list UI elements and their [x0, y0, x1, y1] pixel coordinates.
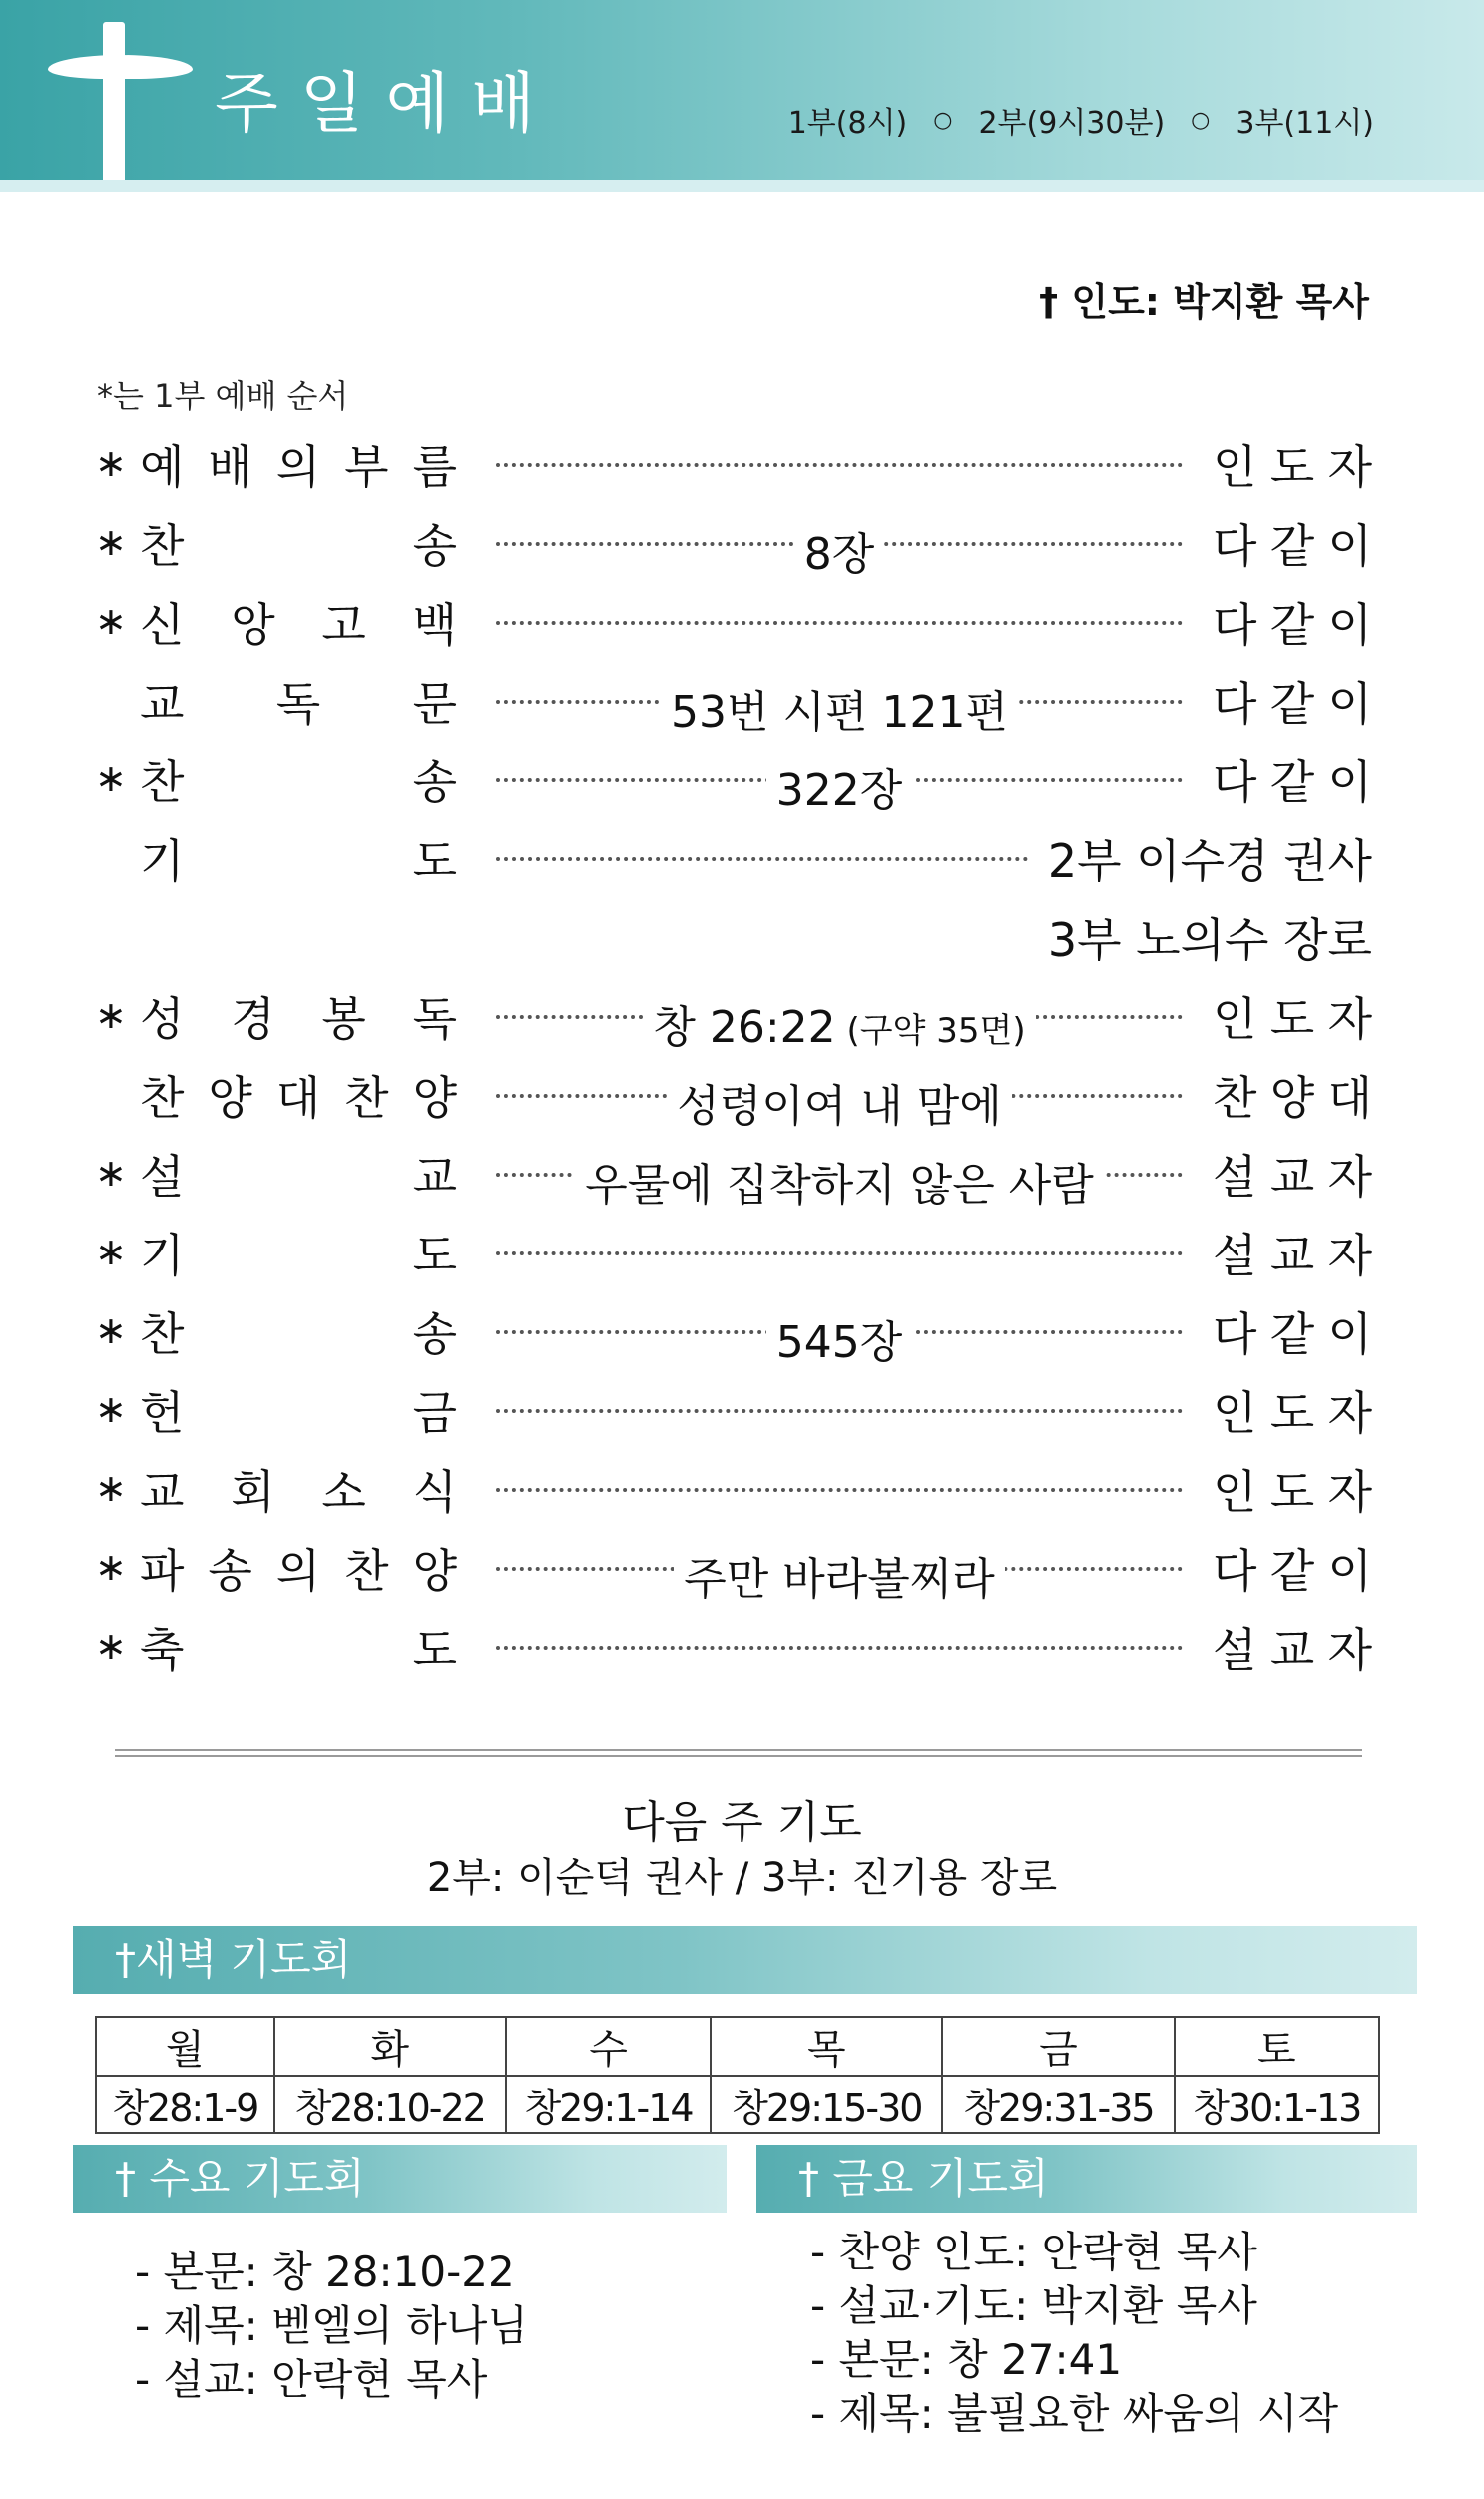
order-item-name: 찬 송 — [140, 1307, 457, 1361]
order-item-performer: 다 같 이 — [1213, 598, 1372, 652]
reading-cell: 창29:15-30 — [711, 2076, 942, 2133]
order-item-detail: 8장 — [496, 518, 1183, 582]
order-star-mark: ∗ — [95, 599, 127, 643]
order-item-performer: 설 교 자 — [1213, 1150, 1372, 1204]
order-item-performer: 인 도 자 — [1213, 440, 1372, 494]
reading-cell: 창29:31-35 — [942, 2076, 1174, 2133]
separator: ○ — [933, 107, 953, 133]
next-week-title: 다음 주 기도 — [622, 1797, 862, 1848]
order-star-mark: ∗ — [95, 1545, 127, 1589]
reading-cell: 창29:1-14 — [506, 2076, 711, 2133]
order-item-detail-note: (구약 35면) — [835, 1011, 1026, 1051]
order-row — [95, 656, 1372, 738]
order-item-name: 찬 송 — [140, 519, 457, 573]
order-item-name: 헌 금 — [140, 1386, 457, 1440]
list-item: - 본문: 창 28:10-22 — [135, 2246, 528, 2299]
order-star-mark: ∗ — [95, 1466, 127, 1510]
order-item-performer: 3부 노의수 장로 — [1047, 913, 1372, 967]
order-star-mark: ∗ — [95, 1230, 127, 1273]
list-item: - 본문: 창 27:41 — [810, 2333, 1338, 2387]
order-item-name: 예 배 의 부 름 — [140, 440, 457, 494]
order-row — [95, 1208, 1372, 1286]
cross-icon-arm — [48, 55, 193, 79]
order-row — [95, 892, 1372, 971]
service-times — [788, 98, 1374, 142]
leader-dots — [496, 1646, 1183, 1650]
day-cell: 수 — [506, 2017, 711, 2076]
dawn-prayer-header: †새벽 기도회 — [73, 1926, 1417, 1994]
order-row — [95, 1365, 1372, 1444]
order-star-mark: ∗ — [95, 993, 127, 1037]
order-item-performer: 다 같 이 — [1213, 1544, 1372, 1598]
order-star-mark: ∗ — [95, 1151, 127, 1195]
order-item-detail: 우물에 집착하지 않은 사람 — [496, 1149, 1183, 1213]
list-item: - 제목: 벧엘의 하나님 — [135, 2299, 528, 2353]
header-banner — [0, 0, 1484, 180]
cross-icon — [103, 22, 125, 190]
order-item-detail: 322장 — [496, 754, 1183, 818]
order-row — [95, 1129, 1372, 1211]
section-divider — [115, 1749, 1362, 1757]
order-item-performer: 설 교 자 — [1213, 1623, 1372, 1677]
next-week-names: 2부: 이순덕 권사 / 3부: 진기용 장로 — [426, 1855, 1058, 1901]
order-row — [95, 813, 1372, 892]
order-star-mark: ∗ — [95, 1387, 127, 1431]
order-row — [95, 971, 1372, 1053]
order-star-mark: ∗ — [95, 1624, 127, 1668]
leader-dots — [496, 857, 1028, 861]
order-item-name: 신 앙 고 백 — [140, 598, 457, 652]
order-row — [95, 1050, 1372, 1132]
order-item-name: 성 경 봉 독 — [140, 992, 457, 1046]
order-item-performer: 다 같 이 — [1213, 519, 1372, 573]
order-item-detail: 창 26:22 (구약 35면) — [496, 991, 1183, 1055]
order-item-performer: 2부 이수경 권사 — [1047, 834, 1372, 888]
order-item-name: 파 송 의 찬 양 — [140, 1544, 457, 1598]
list-item: - 설교·기도: 박지환 목사 — [810, 2279, 1338, 2333]
order-item-performer: 인 도 자 — [1213, 992, 1372, 1046]
order-item-name: 교 회 소 식 — [140, 1465, 457, 1519]
day-cell: 목 — [711, 2017, 942, 2076]
order-item-name: 기 도 — [140, 1229, 457, 1282]
service-time-3: 3부(11시) — [1236, 106, 1374, 141]
order-row — [95, 735, 1372, 816]
order-item-performer: 찬 양 대 — [1213, 1071, 1372, 1125]
order-item-name: 찬 송 — [140, 755, 457, 809]
table-row — [96, 2076, 1379, 2133]
order-of-worship — [95, 419, 1372, 1681]
service-time-1: 1부(8시) — [787, 106, 908, 141]
order-item-performer: 다 같 이 — [1213, 677, 1372, 731]
reading-cell: 창28:10-22 — [274, 2076, 506, 2133]
separator: ○ — [1191, 107, 1211, 133]
order-row — [95, 577, 1372, 656]
order-item-performer: 설 교 자 — [1213, 1229, 1372, 1282]
order-item-name: 축 도 — [140, 1623, 457, 1677]
header-underline — [0, 180, 1484, 192]
wednesday-prayer-header: † 수요 기도회 — [73, 2145, 727, 2213]
order-item-performer: 인 도 자 — [1213, 1465, 1372, 1519]
order-item-name: 설 교 — [140, 1150, 457, 1204]
order-row — [95, 1444, 1372, 1523]
day-cell: 금 — [942, 2017, 1174, 2076]
reading-cell: 창28:1-9 — [96, 2076, 274, 2133]
day-cell: 화 — [274, 2017, 506, 2076]
order-row — [95, 1523, 1372, 1605]
list-item: - 설교: 안락현 목사 — [135, 2353, 528, 2407]
order-item-name: 찬 양 대 찬 양 — [140, 1071, 457, 1125]
leader-dots — [496, 621, 1183, 625]
worship-leader: † 인도: 박지환 목사 — [1039, 280, 1369, 324]
order-row — [95, 1602, 1372, 1681]
leader-dots — [496, 1488, 1183, 1492]
list-item: - 제목: 불필요한 싸움의 시작 — [810, 2387, 1338, 2441]
list-item: - 찬양 인도: 안락현 목사 — [810, 2226, 1338, 2279]
order-item-detail: 53번 시편 121편 — [496, 676, 1183, 740]
order-item-performer: 다 같 이 — [1213, 755, 1372, 809]
order-item-detail: 545장 — [496, 1306, 1183, 1370]
order-item-performer: 다 같 이 — [1213, 1307, 1372, 1361]
page-title: 주일예배 — [215, 65, 558, 142]
day-cell: 월 — [96, 2017, 274, 2076]
day-cell: 토 — [1175, 2017, 1379, 2076]
reading-cell: 창30:1-13 — [1175, 2076, 1379, 2133]
order-row — [95, 1286, 1372, 1368]
leader-dots — [496, 1251, 1183, 1255]
friday-prayer-header: † 금요 기도회 — [756, 2145, 1417, 2213]
order-row — [95, 419, 1372, 498]
order-star-mark: ∗ — [95, 441, 127, 485]
leader-dots — [496, 463, 1183, 467]
dawn-prayer-table — [95, 2016, 1380, 2134]
friday-prayer-list — [810, 2226, 1338, 2441]
order-item-detail: 성령이여 내 맘에 — [496, 1070, 1183, 1134]
order-item-detail: 주만 바라볼찌라 — [496, 1543, 1183, 1607]
order-item-performer: 인 도 자 — [1213, 1386, 1372, 1440]
order-item-name: 기 도 — [140, 834, 457, 888]
order-item-name: 교 독 문 — [140, 677, 457, 731]
leader-dots — [496, 1409, 1183, 1413]
order-note: *는 1부 예배 순서 — [97, 377, 349, 415]
table-header-row — [96, 2017, 1379, 2076]
wednesday-prayer-list — [135, 2246, 528, 2407]
order-star-mark: ∗ — [95, 1308, 127, 1352]
order-row — [95, 498, 1372, 580]
service-time-2: 2부(9시30분) — [978, 106, 1166, 141]
order-star-mark: ∗ — [95, 520, 127, 564]
order-star-mark: ∗ — [95, 756, 127, 800]
